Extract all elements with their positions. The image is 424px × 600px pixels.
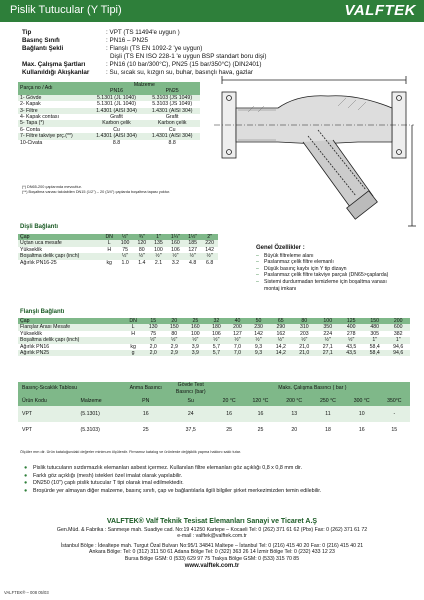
part-name: 7- Filtre takviye prç.(**) [20, 133, 73, 140]
cell: 100 [191, 330, 200, 337]
col-header: 25 [192, 318, 199, 324]
temp-header: 300 °C [353, 397, 370, 404]
cell: 3.2 [171, 259, 180, 266]
bullet-text: Broşürde yer almayan diğer malzeme, basınç sınıfı, çap ve bağlantılarla ilgili bilgiler şirket merkezimizden temin edilebilir. [33, 487, 322, 494]
col-header: 200 [393, 318, 403, 324]
threaded-dimensions-table [18, 234, 218, 266]
cell: 80 [171, 330, 178, 337]
cell: ½" [301, 337, 308, 344]
cell: 4.8 [189, 259, 197, 266]
row-unit: kg [106, 259, 112, 266]
cell: ½" [348, 337, 355, 344]
footer [0, 519, 424, 569]
row-unit: g [131, 350, 135, 357]
cell: 100 [154, 246, 163, 253]
part-name: 6- Conta [20, 126, 40, 133]
cell: 106 [171, 246, 180, 253]
cell: 58,4 [369, 350, 380, 357]
row-unit: L [107, 240, 111, 247]
cell: 58,4 [369, 343, 380, 350]
cell: 43,5 [346, 350, 357, 357]
cell: 2,9 [170, 350, 178, 357]
cell: 43,5 [346, 343, 357, 350]
spec-label: Bağlantı Şekli [22, 45, 64, 52]
cell: 106 [212, 330, 221, 337]
cell: ½" [206, 253, 213, 260]
col-header: ½" [122, 234, 129, 240]
bullet-icon: ● [24, 472, 28, 479]
col-header: ¾" [138, 234, 145, 240]
cell: 160 [191, 324, 200, 331]
list-item [24, 480, 414, 488]
row-label: Boşaltma delik çapı (inch) [20, 337, 80, 344]
cell: 7,0 [233, 343, 242, 350]
spec-row [22, 37, 422, 45]
temp-header: 350°C [387, 397, 402, 404]
features-box [256, 245, 416, 292]
material-pn25: Cu [168, 126, 176, 133]
cell: 2,0 [149, 343, 157, 350]
cell: 2,9 [170, 343, 178, 350]
col-material-header: Malzeme [133, 82, 155, 88]
bullet-icon: ● [24, 487, 28, 494]
cell: 350 [323, 324, 333, 331]
cell: 203 [299, 330, 309, 337]
table-row [18, 140, 200, 146]
cell: 278 [346, 330, 356, 337]
col-header: 15 [150, 318, 157, 324]
cell: 15 [391, 426, 398, 433]
cell: 14,2 [275, 350, 286, 357]
bullet-icon: – [256, 278, 259, 285]
row-unit: H [131, 330, 135, 337]
email-link[interactable]: e-mail : valftek@valftek.com.tr [177, 533, 247, 540]
row-label: Ağırlık PN25 [20, 350, 50, 357]
cell: ½" [234, 337, 241, 344]
table-row [18, 337, 410, 343]
spec-label: Tip [22, 29, 32, 36]
spec-value: Dişli (TS EN ISO 228-1 'e uygun BSP standart boru dişi) [110, 53, 267, 60]
col-part-header: Parça no / Adı [20, 85, 53, 92]
address-line: Bursa Bölge GSM: 0 (533) 629 97 75 Trakya Bölge GSM: 0 (533) 315 70 85 [124, 555, 300, 562]
cell: 25 [226, 426, 233, 433]
cell: 18 [325, 426, 331, 433]
cell: 2,0 [149, 350, 157, 357]
cell: 9,3 [254, 350, 263, 357]
col-header: 65 [277, 318, 284, 324]
flanged-dimensions-table [18, 318, 410, 356]
list-item [256, 279, 416, 286]
header-bar [0, 0, 424, 22]
cell: 230 [254, 324, 263, 331]
bullet-icon: ● [24, 480, 28, 486]
col-max-header: Maks. Çalışma Basıncı ( bar ) [278, 385, 347, 392]
material-pn25: Grafit [165, 114, 179, 121]
cell: 80 [138, 246, 145, 253]
bullet-icon: – [256, 259, 259, 266]
cell: 2.1 [154, 259, 163, 266]
feature-text: Paslanmaz çelik filtre elemanlı [264, 259, 334, 266]
material-pn16: Cu [113, 126, 120, 133]
col-header: 1½" [188, 234, 198, 240]
product-code: VPT [22, 426, 33, 433]
pressure-temperature-table [18, 382, 410, 438]
cell: ½" [171, 337, 178, 344]
spec-label: Kullanıldığı Akışkanlar [22, 69, 90, 76]
list-item [24, 465, 414, 473]
product-code: VPT [22, 410, 33, 417]
col-header: 80 [301, 318, 308, 324]
col-test-header: Gövde Test Basıncı (bar) [175, 382, 206, 395]
cell: 400 [346, 324, 356, 331]
cell: 180 [212, 324, 221, 331]
material-pn25: 5.3103 (JS 1049) [152, 94, 193, 101]
cell: 220 [205, 240, 214, 247]
cell: ½" [213, 337, 220, 344]
spec-row [22, 53, 422, 61]
cell: 185 [188, 240, 197, 247]
row-label: Flanşlar Arası Mesafe [20, 324, 71, 331]
spec-value: : PN16 (10 bar/300°C), PN25 (15 bar/350°C) (DIN2401) [106, 61, 262, 68]
spec-value: : PN16 – PN25 [106, 37, 149, 44]
row-label: Yükseklik [20, 246, 42, 253]
address-line: Ankara Bölge: Tel: 0 (312) 311 50 61 Adana Bölge Tel: 0 (322) 363 26 14 İzmir Bölge Tel: 0 (232) 433 12 23 [89, 549, 335, 556]
address-line: Gen.Müd. & Fabrika : Sanmeşe mah. Suadiye cad. No:19 41250 Kartepe – Kocaeli Tel: 0 (262) 371 61 62 (Pbx) Fax: 0 (262) 371 61 72 [56, 526, 368, 533]
cell: 75 [122, 246, 128, 253]
cell: 9,3 [254, 343, 263, 350]
bullet-text: Pislik tutucuların sızdırmazlık elemanları asbest içermez. Kullanılan filtre elemanları göz açıklığı 0,8 x 0,8 mm dir. [33, 465, 303, 471]
pn: 25 [142, 426, 149, 433]
table-row [18, 350, 410, 356]
cell: 135 [154, 240, 163, 247]
cell: 6.8 [206, 259, 214, 266]
col-header: 125 [346, 318, 356, 324]
cell: 162 [276, 330, 286, 337]
list-item [256, 266, 416, 273]
col-header: DN [105, 234, 113, 240]
cell: ½" [172, 253, 179, 260]
page-title: Pislik Tutucular (Y Tipi) [10, 4, 122, 16]
table-row [18, 422, 410, 438]
material-pn16: 8.8 [112, 139, 121, 146]
flanged-section-title: Flanşlı Bağlantı [20, 309, 65, 315]
part-name: 5- Tapa (*) [20, 120, 45, 127]
col-header: 20 [171, 318, 178, 324]
cell: 382 [393, 330, 403, 337]
spec-value: : VPT (TS 11494'e uygun ) [106, 29, 180, 36]
feature-text: Paslanmaz çelik filtre takviye parçalı (DN65>çaplarda) [264, 272, 389, 279]
cell: 310 [299, 324, 309, 331]
pn: 16 [142, 410, 149, 417]
col-product-header: Ürün Kodu [22, 397, 47, 404]
cell: 142 [205, 246, 214, 253]
list-item [256, 259, 416, 266]
cell: 100 [120, 240, 130, 247]
col-nominal-header: Anma Basıncı [129, 385, 162, 392]
material-pn16: 1.4301 (AISI 304) [96, 133, 137, 140]
materials-note: (**) Boşaltma vanası takılabilen DN15 (1/2") – 20 (3/4") çaplarda boşaltma tapası yoktur. [22, 190, 171, 194]
document-code: VALFTEK® – 008 05/03 [4, 590, 49, 595]
row-unit: kg [130, 343, 136, 350]
cell: 127 [233, 330, 242, 337]
cell: 16 [226, 410, 233, 417]
cell: 5,7 [212, 350, 220, 357]
spec-label: Max. Çalışma Şartları [22, 61, 86, 68]
cell: 25 [257, 426, 264, 433]
row-label: Boşaltma delik çapı (inch) [20, 253, 80, 260]
col-material-header: Malzeme [80, 397, 102, 404]
threaded-section-title: Dişli Bağlantı [20, 224, 59, 230]
col-pn25-header: PN25 [165, 88, 179, 95]
cell: 160 [171, 240, 180, 247]
cell: 75 [150, 330, 157, 337]
cell: ½" [150, 337, 157, 344]
feature-text: Düşük basınç kaybı için Y tip dizayn [264, 265, 347, 272]
col-su-header: Su [187, 397, 194, 404]
cell: 94,6 [393, 343, 404, 350]
col-header: 2" [207, 234, 212, 240]
cell: 290 [276, 324, 286, 331]
cell: ½" [255, 337, 262, 344]
test-pressure: 24 [187, 410, 194, 417]
material: (5.3103) [80, 426, 100, 433]
part-name: 1- Gövde [20, 94, 42, 101]
feature-text: montaj imkanı [264, 285, 297, 292]
strainer-drawing [208, 66, 420, 246]
spec-row [22, 45, 422, 53]
cell: 5,7 [212, 343, 220, 350]
cell: 150 [169, 324, 179, 331]
material-pn16: 5.1301 (JL 1040) [96, 94, 137, 101]
cell: 27,1 [322, 343, 333, 350]
material-pn16: Grafit [110, 114, 123, 121]
bullet-icon: ● [24, 465, 28, 471]
cell: 16 [257, 410, 264, 417]
cell: 127 [188, 246, 197, 253]
row-unit: L [131, 324, 135, 331]
cell: 7,0 [233, 350, 242, 357]
features-title: Genel Özellikler : [256, 245, 305, 251]
cell: - [393, 410, 396, 417]
cell: 11 [325, 410, 331, 417]
cell: 120 [137, 240, 147, 247]
cell: ½" [277, 337, 284, 344]
col-header: 40 [234, 318, 241, 324]
dimensions-note: Ölçüler mm dir. Ürün kataloğundaki değerler minimum ölçülerdir. Firmamız katalog ve ürünlerde değişiklik yapma hakkını saklı tutar. [20, 450, 241, 454]
cell: 1" [395, 337, 401, 344]
cell: 224 [323, 330, 333, 337]
row-label: Ağırlık PN16-25 [20, 259, 57, 266]
bullet-text: Farklı göz açıklığı (mesh) istekleri özel imalat olarak yapılabilir. [33, 472, 183, 479]
list-item [256, 286, 416, 293]
col-header: 50 [255, 318, 262, 324]
spec-value: : Flanşlı (TS EN 1092-2 'ye uygun) [106, 45, 203, 52]
cell: 13 [291, 410, 298, 417]
col-header: 1" [156, 234, 161, 240]
row-unit: H [107, 246, 112, 253]
cell: ½" [138, 253, 145, 260]
cell: 14,2 [275, 343, 286, 350]
bullet-icon: – [256, 272, 259, 279]
company-name: VALFTEK® Valf Teknik Tesisat Elemanları Sanayi ve Ticaret A.Ş [106, 518, 318, 525]
bullet-icon: – [256, 265, 259, 272]
spec-value: : Su, sıcak su, kızgın su, buhar, basınçlı hava, gazlar [106, 69, 254, 76]
list-item [256, 272, 416, 279]
cell: ½" [189, 253, 196, 260]
cell: 10 [358, 410, 365, 417]
bullet-text: DN250 (10") çaplı pislik tutucular T tipi olarak imal edilmektedir. [33, 480, 184, 486]
col-pn16-header: PN16 [110, 88, 123, 95]
cell: 3,9 [191, 343, 199, 350]
material-pn16: 1.4301 (AISI 304) [96, 107, 137, 114]
table-row [18, 133, 200, 139]
info-bullets [24, 465, 414, 495]
cell: 27,1 [322, 350, 333, 357]
material-pn25: 1.4301 (AISI 304) [151, 107, 193, 114]
cell: 600 [393, 324, 403, 331]
temp-header: 120 °C [252, 397, 269, 404]
cell: ½" [155, 253, 162, 260]
pt-title: Basınç-Sıcaklık Tablosu [22, 385, 77, 392]
col-header: Çap [20, 318, 30, 324]
col-header: 32 [213, 318, 220, 324]
row-label: Uçtan uca mesafe [20, 240, 62, 247]
temp-header: 20 °C [222, 397, 236, 404]
cell: 21,0 [299, 350, 310, 357]
cell: 20 [291, 426, 298, 433]
material-pn25: 5.3103 (JS 1049) [152, 101, 193, 108]
material-pn25: 1.4301 (AISI 304) [151, 133, 193, 140]
feature-text: Büyük filtreleme alanı [264, 252, 314, 259]
spec-label: Basınç Sınıfı [22, 37, 60, 44]
material-pn16: 5.1301 (JL 1040) [96, 101, 137, 108]
cell: 142 [254, 330, 263, 337]
cell: ½" [192, 337, 199, 344]
material: (5.1301) [80, 410, 100, 417]
row-label: Yükseklik [20, 330, 42, 337]
spec-label [22, 53, 106, 61]
cell: 480 [370, 324, 380, 331]
cell: 1.0 [121, 259, 129, 266]
materials-table [18, 82, 200, 146]
cell: 21,0 [299, 343, 310, 350]
table-row [18, 406, 410, 422]
test-pressure: 37,5 [185, 426, 196, 433]
part-name: 2- Kapak [20, 101, 41, 108]
temp-header: 250 °C [320, 397, 336, 404]
cell: 94,6 [393, 350, 404, 357]
part-name: 4- Kapak contası [20, 114, 59, 121]
cell: 16 [358, 426, 365, 433]
cell: ½" [122, 253, 129, 260]
feature-text: Sistemi durdurmadan temizleme için boşaltma vanası [264, 278, 387, 285]
col-header: DN [129, 318, 137, 324]
materials-note: (*) DN65-200 çaplarında mevcuttur. [22, 185, 82, 189]
website-link[interactable]: www.valftek.com.tr [184, 562, 240, 569]
cell: 305 [370, 330, 380, 337]
cell: 200 [233, 324, 242, 331]
material-pn25: Karbon çelik [157, 120, 187, 127]
col-header: 100 [323, 318, 333, 324]
material-pn25: 8.8 [168, 139, 176, 146]
list-item [24, 473, 414, 481]
row-label: Ağırlık PN16 [20, 343, 50, 350]
cell: 3,9 [191, 350, 199, 357]
list-item [24, 488, 414, 496]
part-name: 10-Civata [20, 139, 43, 146]
cell: ½" [324, 337, 331, 344]
spec-row [22, 29, 422, 37]
table-row [18, 260, 218, 266]
col-header: Çap [20, 234, 30, 240]
cell: 1" [372, 337, 378, 344]
address-line: İstanbul Bölge : İdealtepe mah. Turgut Özal Bulvarı No:95/1 34841 Maltepe – İstanbul Tel: 0 (216) 415 40 20 Fax: 0 (216) 415 40 21 [60, 542, 364, 549]
temp-header: 200 °C [286, 397, 303, 404]
col-header: 1¼" [170, 234, 180, 240]
material-pn16: Karbon çelik [102, 120, 131, 127]
brand-logo: VALFTEK [344, 2, 416, 19]
part-name: 3- Filtre [20, 107, 38, 114]
col-header: 150 [370, 318, 380, 324]
cell: 130 [148, 324, 158, 331]
col-pn-header: PN [142, 397, 150, 404]
cell: 1.4 [138, 259, 146, 266]
bullet-icon: – [256, 252, 259, 259]
list-item [256, 253, 416, 260]
